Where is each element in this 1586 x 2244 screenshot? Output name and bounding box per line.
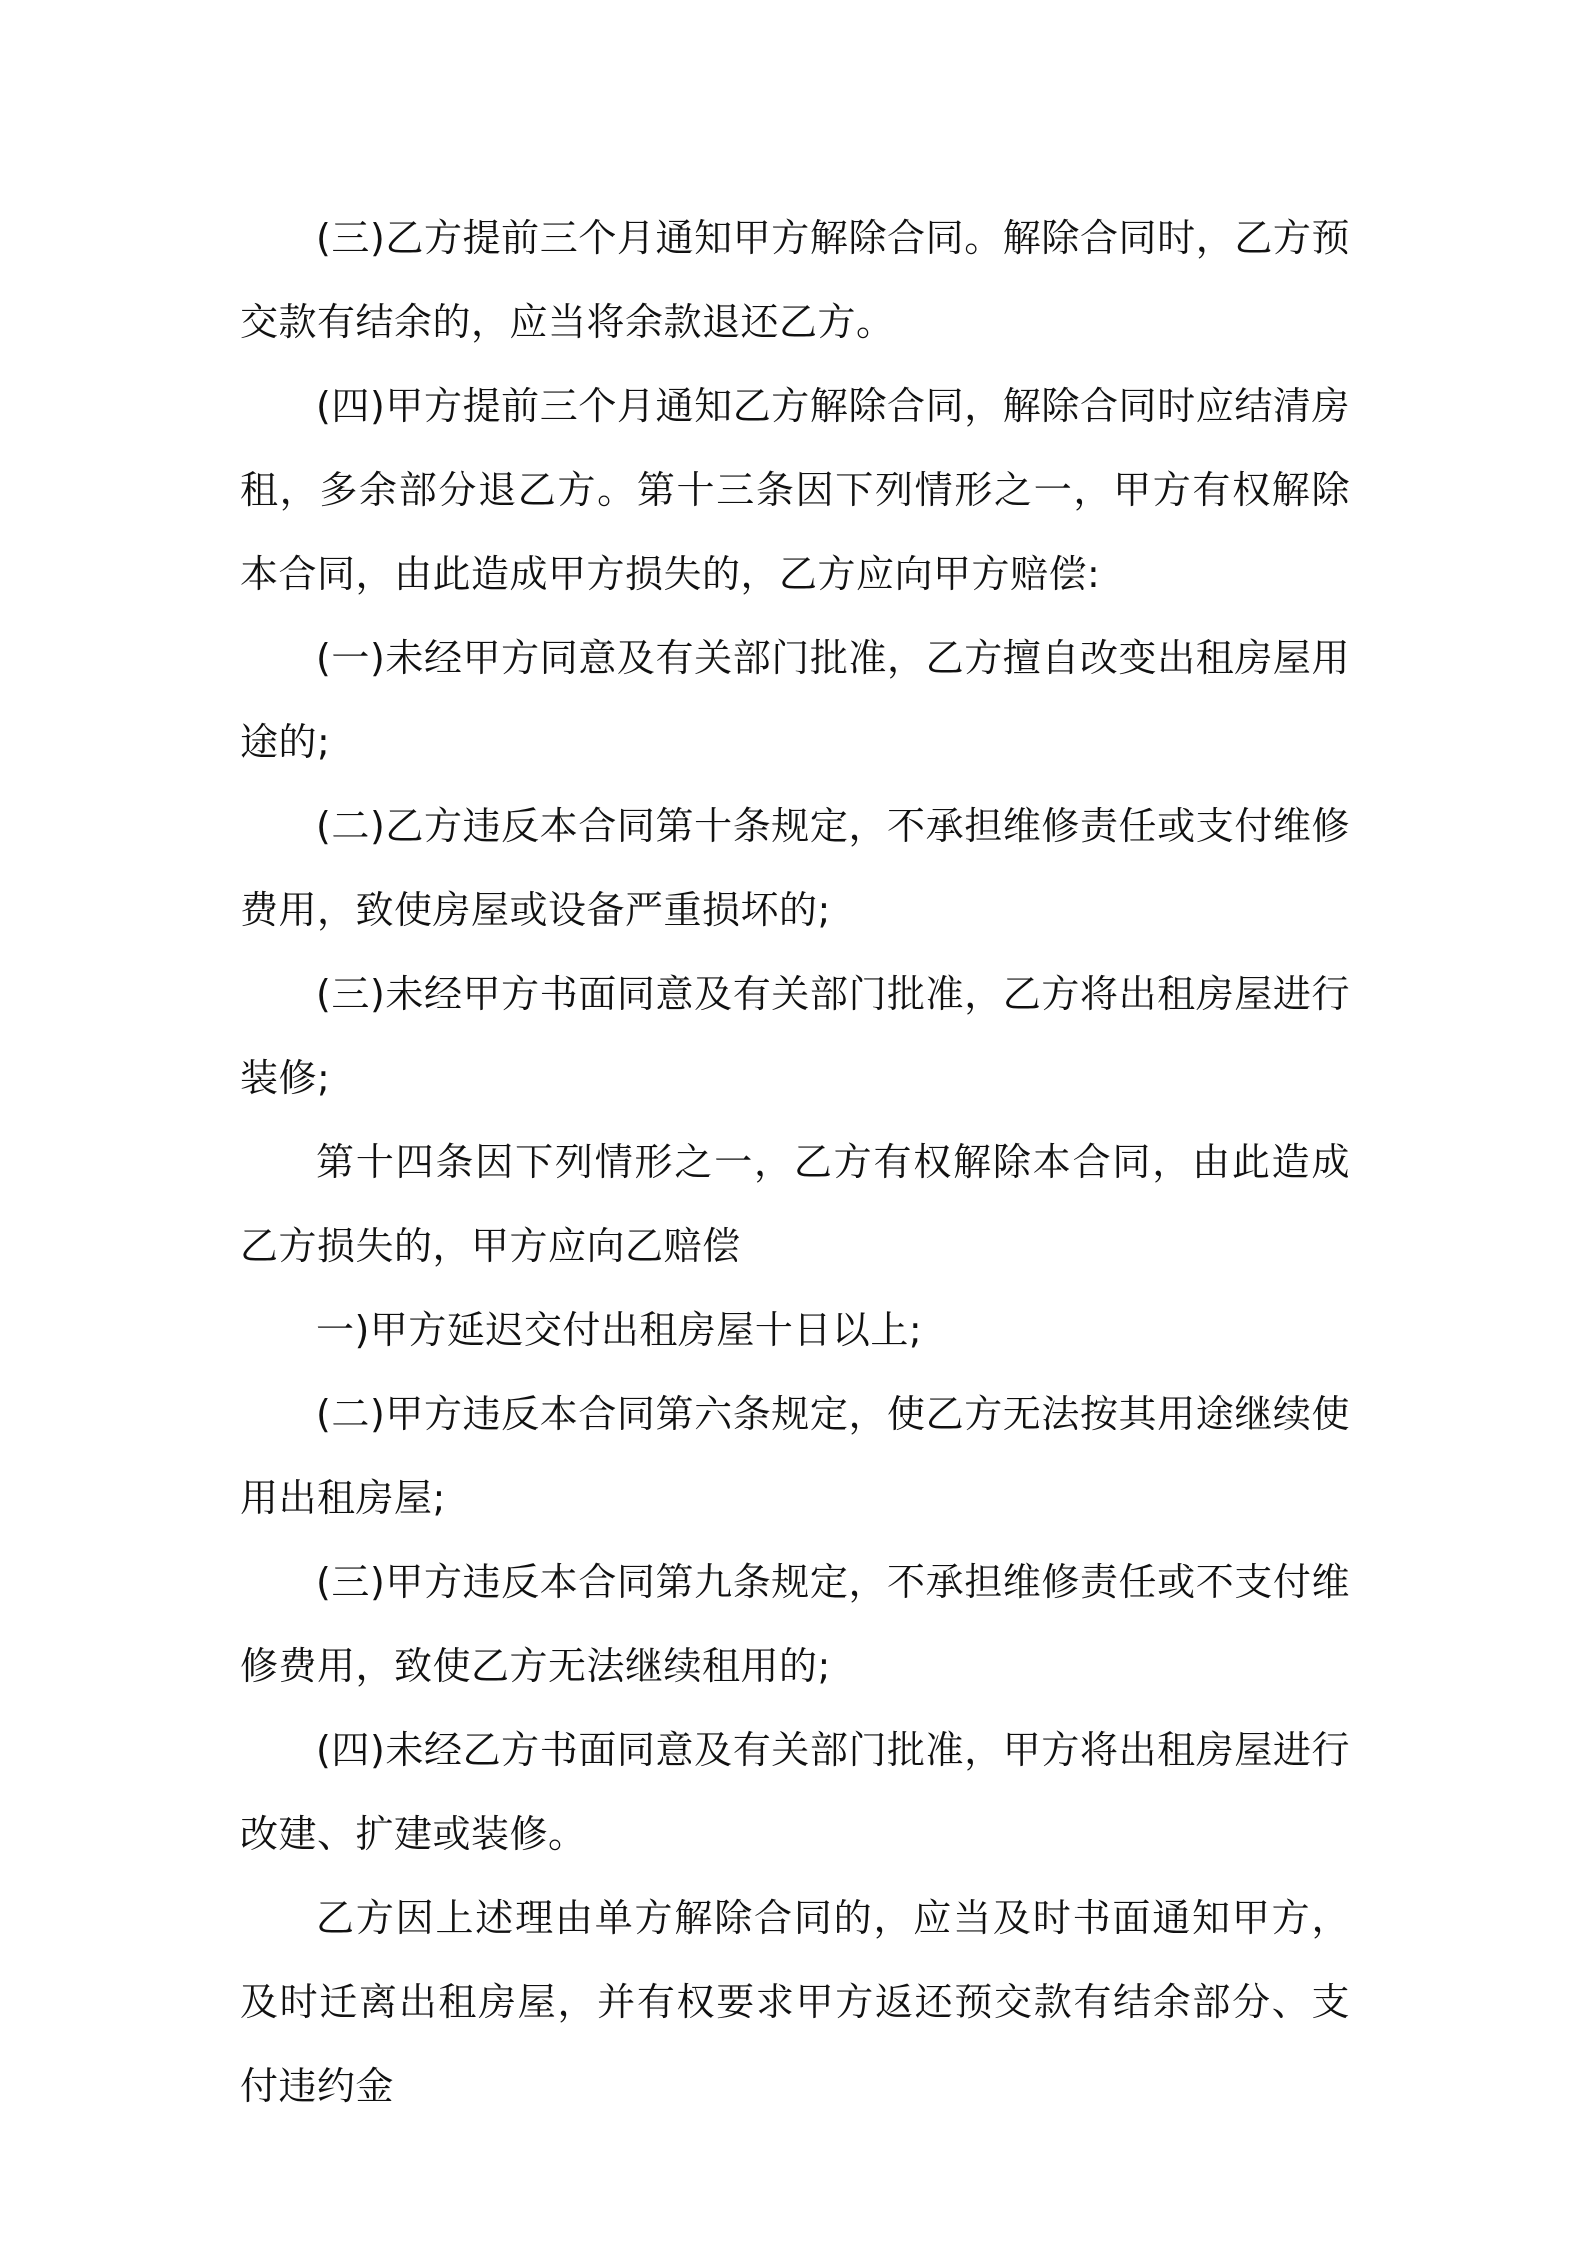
paragraph-article-14: 第十四条因下列情形之一，乙方有权解除本合同，由此造成乙方损失的，甲方应向乙赔偿 [240, 1140, 1350, 1268]
paragraph-landlord-item-1: (一)未经甲方同意及有关部门批准，乙方擅自改变出租房屋用途的; [240, 636, 1350, 764]
paragraph-tenant-item-2: (二)甲方违反本合同第六条规定，使乙方无法按其用途继续使用出租房屋; [240, 1392, 1350, 1520]
paragraph-tenant-item-3: (三)甲方违反本合同第九条规定，不承担维修责任或不支付维修费用，致使乙方无法继续租用的; [240, 1560, 1350, 1688]
document-body [240, 196, 1350, 2128]
paragraph-landlord-item-3: (三)未经甲方书面同意及有关部门批准，乙方将出租房屋进行装修; [240, 972, 1350, 1100]
paragraph-tenant-termination-notice: 乙方因上述理由单方解除合同的，应当及时书面通知甲方，及时迁离出租房屋，并有权要求甲方返还预交款有结余部分、支付违约金 [240, 1896, 1350, 2108]
paragraph-tenant-item-4: (四)未经乙方书面同意及有关部门批准，甲方将出租房屋进行改建、扩建或装修。 [240, 1728, 1350, 1856]
paragraph-clause-3-tenant-terminate: (三)乙方提前三个月通知甲方解除合同。解除合同时，乙方预交款有结余的，应当将余款退还乙方。 [240, 216, 1350, 344]
paragraph-clause-4-landlord-terminate: (四)甲方提前三个月通知乙方解除合同，解除合同时应结清房租，多余部分退乙方。第十三条因下列情形之一，甲方有权解除本合同，由此造成甲方损失的，乙方应向甲方赔偿: [240, 384, 1350, 596]
paragraph-tenant-item-1: 一)甲方延迟交付出租房屋十日以上; [316, 1308, 923, 1352]
paragraph-landlord-item-2: (二)乙方违反本合同第十条规定，不承担维修责任或支付维修费用，致使房屋或设备严重损坏的; [240, 804, 1350, 932]
